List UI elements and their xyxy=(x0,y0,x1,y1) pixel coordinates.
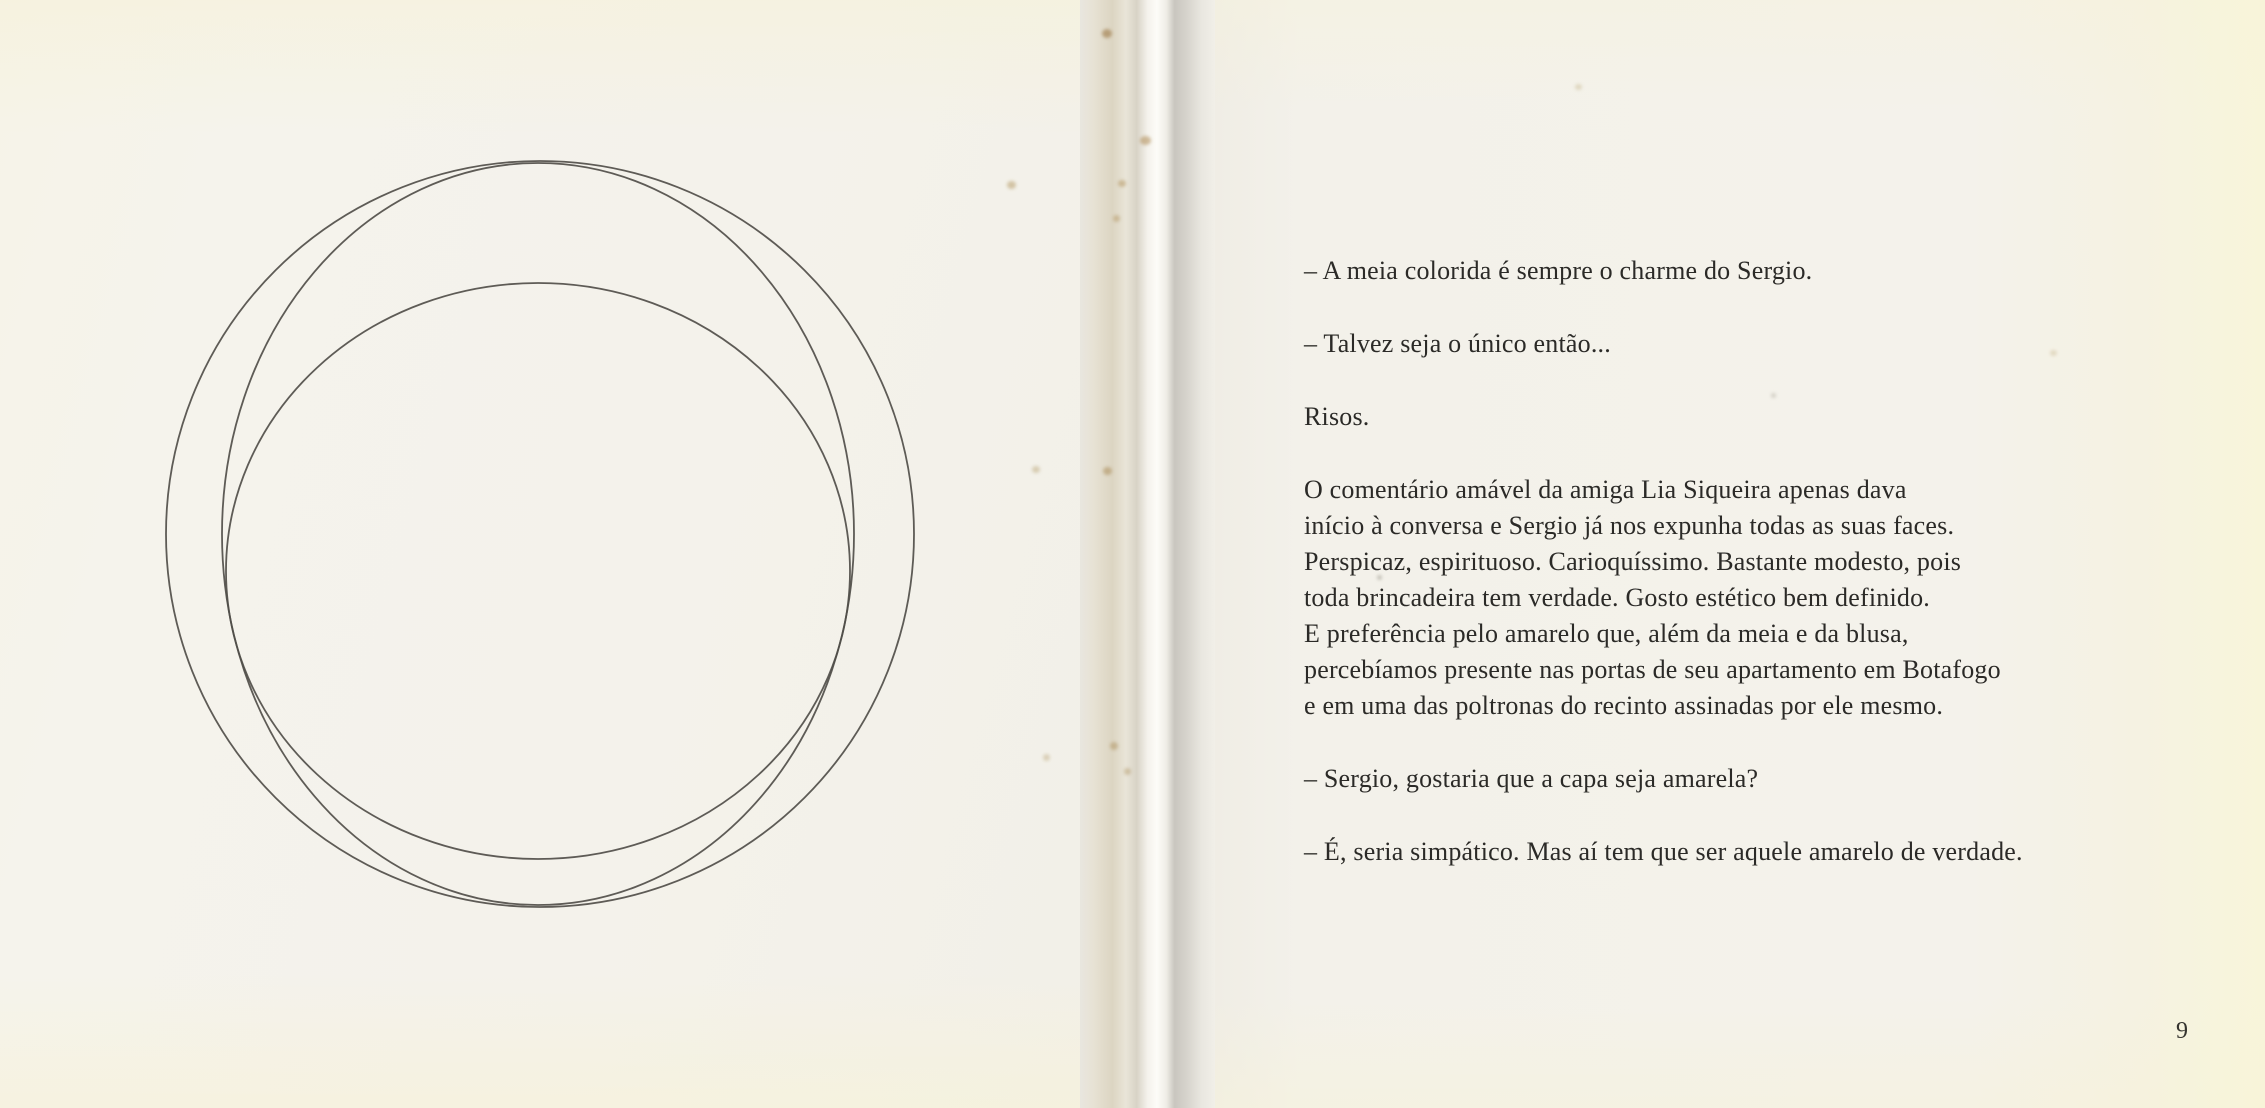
foxing-spot xyxy=(1007,181,1016,189)
foxing-spot xyxy=(1575,84,1582,90)
text-block xyxy=(1304,253,2164,870)
paragraph-line: toda brincadeira tem verdade. Gosto estético bem definido. xyxy=(1304,583,1930,612)
paragraph-line: O comentário amável da amiga Lia Siqueira apenas dava xyxy=(1304,475,1907,504)
dialogue-line-1: – A meia colorida é sempre o charme do Sergio. xyxy=(1304,256,1813,285)
foxing-spot xyxy=(1140,136,1151,145)
circles-figure xyxy=(0,0,1080,1108)
paragraph-line: e em uma das poltronas do recinto assinadas por ele mesmo. xyxy=(1304,691,1944,720)
foxing-spot xyxy=(1110,742,1118,750)
right-page xyxy=(1215,0,2265,1108)
foxing-spot xyxy=(2050,350,2057,356)
dialogue-line-4: – É, seria simpático. Mas aí tem que ser aquele amarelo de verdade. xyxy=(1304,837,2023,866)
paragraph-line: Perspicaz, espirituoso. Carioquíssimo. Bastante modesto, pois xyxy=(1304,547,1962,576)
paragraph-line: E preferência pelo amarelo que, além da meia e da blusa, xyxy=(1304,619,1909,648)
foxing-spot xyxy=(1113,215,1120,222)
foxing-spot xyxy=(1118,180,1126,187)
dialogue-line-3: – Sergio, gostaria que a capa seja amarela? xyxy=(1304,764,1759,793)
left-page xyxy=(0,0,1080,1108)
circle-middle xyxy=(222,163,854,905)
foxing-spot xyxy=(1377,575,1382,580)
paragraph xyxy=(1304,472,2164,724)
page-number: 9 xyxy=(2176,1018,2188,1044)
book-spine-gutter xyxy=(1080,0,1215,1108)
dialogue-line-2: – Talvez seja o único então... xyxy=(1304,329,1611,358)
foxing-spot xyxy=(1102,29,1112,38)
foxing-spot xyxy=(1103,467,1112,475)
foxing-spot xyxy=(1124,768,1131,775)
foxing-spot xyxy=(1043,754,1050,761)
circle-outer xyxy=(166,161,914,907)
paragraph-line: início à conversa e Sergio já nos expunha todas as suas faces. xyxy=(1304,511,1955,540)
narration-line: Risos. xyxy=(1304,402,1370,431)
circle-inner xyxy=(226,283,850,859)
foxing-spot xyxy=(1032,466,1040,473)
foxing-spot xyxy=(1771,393,1776,398)
paragraph-line: percebíamos presente nas portas de seu apartamento em Botafogo xyxy=(1304,655,2001,684)
